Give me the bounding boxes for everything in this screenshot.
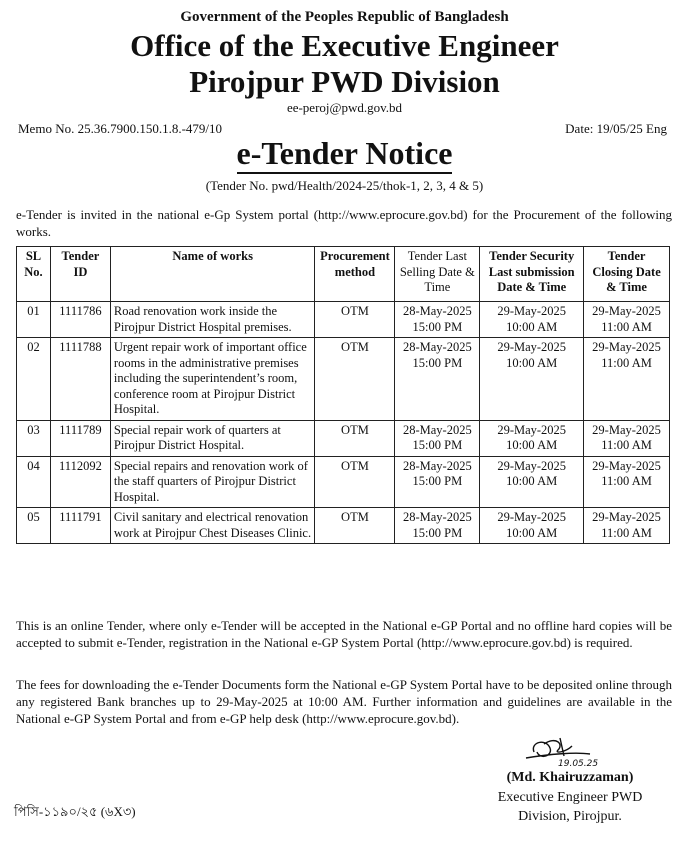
cell-sl: 01 (17, 302, 51, 338)
security-time: 10:00 AM (506, 525, 558, 540)
selling-date: 28-May-2025 (402, 458, 472, 473)
security-date: 29-May-2025 (497, 458, 567, 473)
signature-date: 19.05.25 (558, 759, 599, 769)
cell-sl: 03 (17, 420, 51, 456)
cell-method: OTM (315, 508, 395, 544)
cell-selling (395, 420, 480, 456)
header-closing-date: Tender Closing Date & Time (584, 247, 670, 302)
cell-closing (584, 420, 670, 456)
security-date: 29-May-2025 (497, 422, 567, 437)
closing-date: 29-May-2025 (592, 458, 661, 473)
closing-time: 11:00 AM (601, 319, 652, 334)
signatory-designation (460, 788, 680, 826)
table-header-row (17, 247, 670, 302)
security-time: 10:00 AM (506, 319, 558, 334)
cell-security (480, 302, 584, 338)
closing-date: 29-May-2025 (592, 422, 661, 437)
cell-security (480, 338, 584, 421)
cell-name: Special repair work of quarters at Pirojpur District Hospital. (110, 420, 315, 456)
office-heading (0, 28, 689, 100)
table-row (17, 420, 670, 456)
security-time: 10:00 AM (506, 438, 558, 452)
cell-closing (584, 456, 670, 508)
fees-paragraph: The fees for downloading the e-Tender Documents form the National e-GP System Portal have to be deposited online through any registered Bank branches up to 29-May-2025 at 10:00 AM. Further information and guidelines are available in the National e-GP System Portal and from e-GP help desk (http://www.eprocure.gov.bd). (16, 677, 672, 726)
designation-line-1: Executive Engineer PWD (497, 790, 643, 805)
notice-title (0, 134, 689, 174)
security-time: 10:00 AM (506, 474, 558, 488)
signature-image (520, 732, 610, 772)
security-time: 10:00 AM (506, 355, 558, 370)
selling-date: 28-May-2025 (402, 340, 472, 354)
cell-name: Urgent repair work of important office rooms in the administrative premises including the superintendent’s room, conference room at Pirojpur District Hospital. (110, 338, 315, 421)
table-row (17, 338, 670, 421)
cell-closing (584, 338, 670, 421)
selling-time: 15:00 PM (412, 355, 463, 370)
selling-time: 15:00 PM (412, 525, 463, 540)
cell-sl: 05 (17, 508, 51, 544)
cell-closing (584, 302, 670, 338)
cell-security (480, 456, 584, 508)
office-line-2: Pirojpur PWD Division (189, 64, 500, 99)
closing-time: 11:00 AM (601, 474, 652, 488)
cell-method: OTM (315, 456, 395, 508)
cell-sl: 04 (17, 456, 51, 508)
signatory-name: (Md. Khairuzzaman) (506, 770, 634, 785)
cell-tender-id: 1112092 (50, 456, 110, 508)
intro-paragraph: e-Tender is invited in the national e-Gp System portal (http://www.eprocure.gov.bd) for the Procurement of the following works. (16, 207, 672, 239)
cell-selling (395, 508, 480, 544)
closing-time: 11:00 AM (601, 355, 652, 370)
cell-selling (395, 338, 480, 421)
closing-date: 29-May-2025 (592, 304, 661, 318)
table-row (17, 302, 670, 338)
publication-code: পিসি-১১৯০/২৫ (৬X৩) (14, 804, 136, 819)
closing-date: 29-May-2025 (592, 340, 661, 354)
header-sl: SL No. (17, 247, 51, 302)
cell-closing (584, 508, 670, 544)
notice-date: Date: 19/05/25 Eng (565, 121, 667, 136)
header-procurement-method: Procurement method (315, 247, 395, 302)
cell-selling (395, 456, 480, 508)
header-selling-date: Tender Last Selling Date & Time (395, 247, 480, 302)
cell-name: Civil sanitary and electrical renovation work at Pirojpur Chest Diseases Clinic. (110, 508, 315, 544)
header-name-of-works: Name of works (110, 247, 315, 302)
security-date: 29-May-2025 (497, 510, 567, 524)
cell-name: Road renovation work inside the Pirojpur District Hospital premises. (110, 302, 315, 338)
closing-time: 11:00 AM (601, 438, 652, 452)
selling-date: 28-May-2025 (402, 510, 472, 524)
office-email: ee-peroj@pwd.gov.bd (286, 100, 403, 115)
tender-number: (Tender No. pwd/Health/2024-25/thok-1, 2, 3, 4 & 5) (205, 178, 484, 193)
selling-time: 15:00 PM (412, 319, 463, 334)
government-heading: Government of the Peoples Republic of Bangladesh (180, 9, 509, 25)
table-row (17, 508, 670, 544)
cell-tender-id: 1111786 (50, 302, 110, 338)
cell-method: OTM (315, 302, 395, 338)
header-security-date: Tender Security Last submission Date & Time (480, 247, 584, 302)
cell-selling (395, 302, 480, 338)
selling-time: 15:00 PM (412, 438, 463, 452)
memo-number: Memo No. 25.36.7900.150.1.8.-479/10 (18, 121, 223, 136)
cell-security (480, 508, 584, 544)
table-row (17, 456, 670, 508)
tender-table (16, 246, 670, 544)
cell-tender-id: 1111788 (50, 338, 110, 421)
office-line-1: Office of the Executive Engineer (130, 28, 559, 63)
security-date: 29-May-2025 (497, 340, 567, 354)
header-tender-id: Tender ID (50, 247, 110, 302)
security-date: 29-May-2025 (497, 304, 567, 318)
online-tender-paragraph: This is an online Tender, where only e-Tender will be accepted in the National e-GP Portal and no offline hard copies will be accepted to submit e-Tender, registration in the National e-GP System Portal (http://www.eprocure.gov.bd) is required. (16, 618, 672, 650)
cell-method: OTM (315, 420, 395, 456)
cell-security (480, 420, 584, 456)
notice-title-text: e-Tender Notice (237, 134, 453, 174)
selling-date: 28-May-2025 (402, 304, 472, 318)
cell-method: OTM (315, 338, 395, 421)
selling-time: 15:00 PM (412, 474, 463, 488)
closing-time: 11:00 AM (601, 525, 652, 540)
selling-date: 28-May-2025 (402, 422, 472, 437)
cell-tender-id: 1111791 (50, 508, 110, 544)
cell-name: Special repairs and renovation work of the staff quarters of Pirojpur District Hospital. (110, 456, 315, 508)
designation-line-2: Division, Pirojpur. (518, 809, 622, 824)
closing-date: 29-May-2025 (592, 510, 661, 524)
cell-tender-id: 1111789 (50, 420, 110, 456)
cell-sl: 02 (17, 338, 51, 421)
